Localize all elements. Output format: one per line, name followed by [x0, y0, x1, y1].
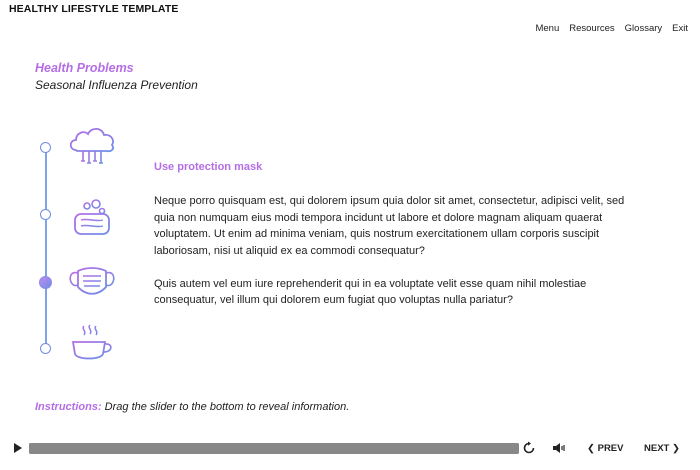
content-heading: Use protection mask	[154, 161, 263, 173]
cloud-icon[interactable]	[67, 124, 117, 166]
nav-glossary[interactable]: Glossary	[624, 23, 663, 34]
content-paragraph: Neque porro quisquam est, qui dolorem ipsum quia dolor sit amet, consectetur, adipisci velit, sed quia non numquam eius modi tempora incidunt ut labore et dolore magnam aliquam quaerat voluptatem. Ut enim ad minima veniam, quis nostrum exercitationem ullam corporis suscipit laboriosam, nisi ut aliquid ex ea commodi consequatur?	[154, 195, 625, 257]
player-bar	[0, 438, 700, 460]
instructions-text: Drag the slider to the bottom to reveal information.	[101, 401, 350, 413]
next-button[interactable]	[644, 443, 680, 454]
content-body	[154, 193, 626, 325]
prev-button[interactable]	[587, 443, 623, 454]
section-subtitle: Seasonal Influenza Prevention	[35, 78, 198, 92]
slider-stop-2[interactable]	[40, 209, 51, 220]
section-title: Health Problems	[35, 61, 134, 75]
mask-icon[interactable]	[68, 265, 116, 299]
chevron-left-icon: ❮	[587, 443, 598, 454]
instructions	[35, 401, 349, 413]
tea-cup-icon[interactable]	[67, 322, 115, 370]
slider-stop-1[interactable]	[40, 142, 51, 153]
nav-menu[interactable]: Menu	[535, 23, 560, 34]
next-label: NEXT	[644, 443, 670, 454]
progress-fill	[29, 443, 519, 454]
slider-handle[interactable]	[39, 276, 52, 289]
nav-exit[interactable]: Exit	[672, 23, 688, 34]
soap-icon[interactable]	[71, 198, 113, 238]
content-paragraph: Quis autem vel eum iure reprehenderit qui in ea voluptate velit esse quam nihil molestiae consequatur, vel illum qui dolorem eum fugiat quo voluptas nulla pariatur?	[154, 277, 587, 306]
replay-icon[interactable]	[522, 441, 536, 455]
play-icon[interactable]	[14, 443, 22, 453]
app-title: HEALTHY LIFESTYLE TEMPLATE	[9, 3, 179, 15]
instructions-label: Instructions:	[35, 401, 102, 413]
volume-icon[interactable]	[552, 442, 566, 454]
slider-stop-4[interactable]	[40, 343, 51, 354]
progress-bar[interactable]	[29, 443, 519, 454]
prev-label: PREV	[597, 443, 624, 454]
chevron-right-icon: ❯	[669, 443, 680, 454]
nav-resources[interactable]: Resources	[569, 23, 615, 34]
top-nav	[530, 23, 688, 34]
slider-track[interactable]	[45, 147, 47, 349]
